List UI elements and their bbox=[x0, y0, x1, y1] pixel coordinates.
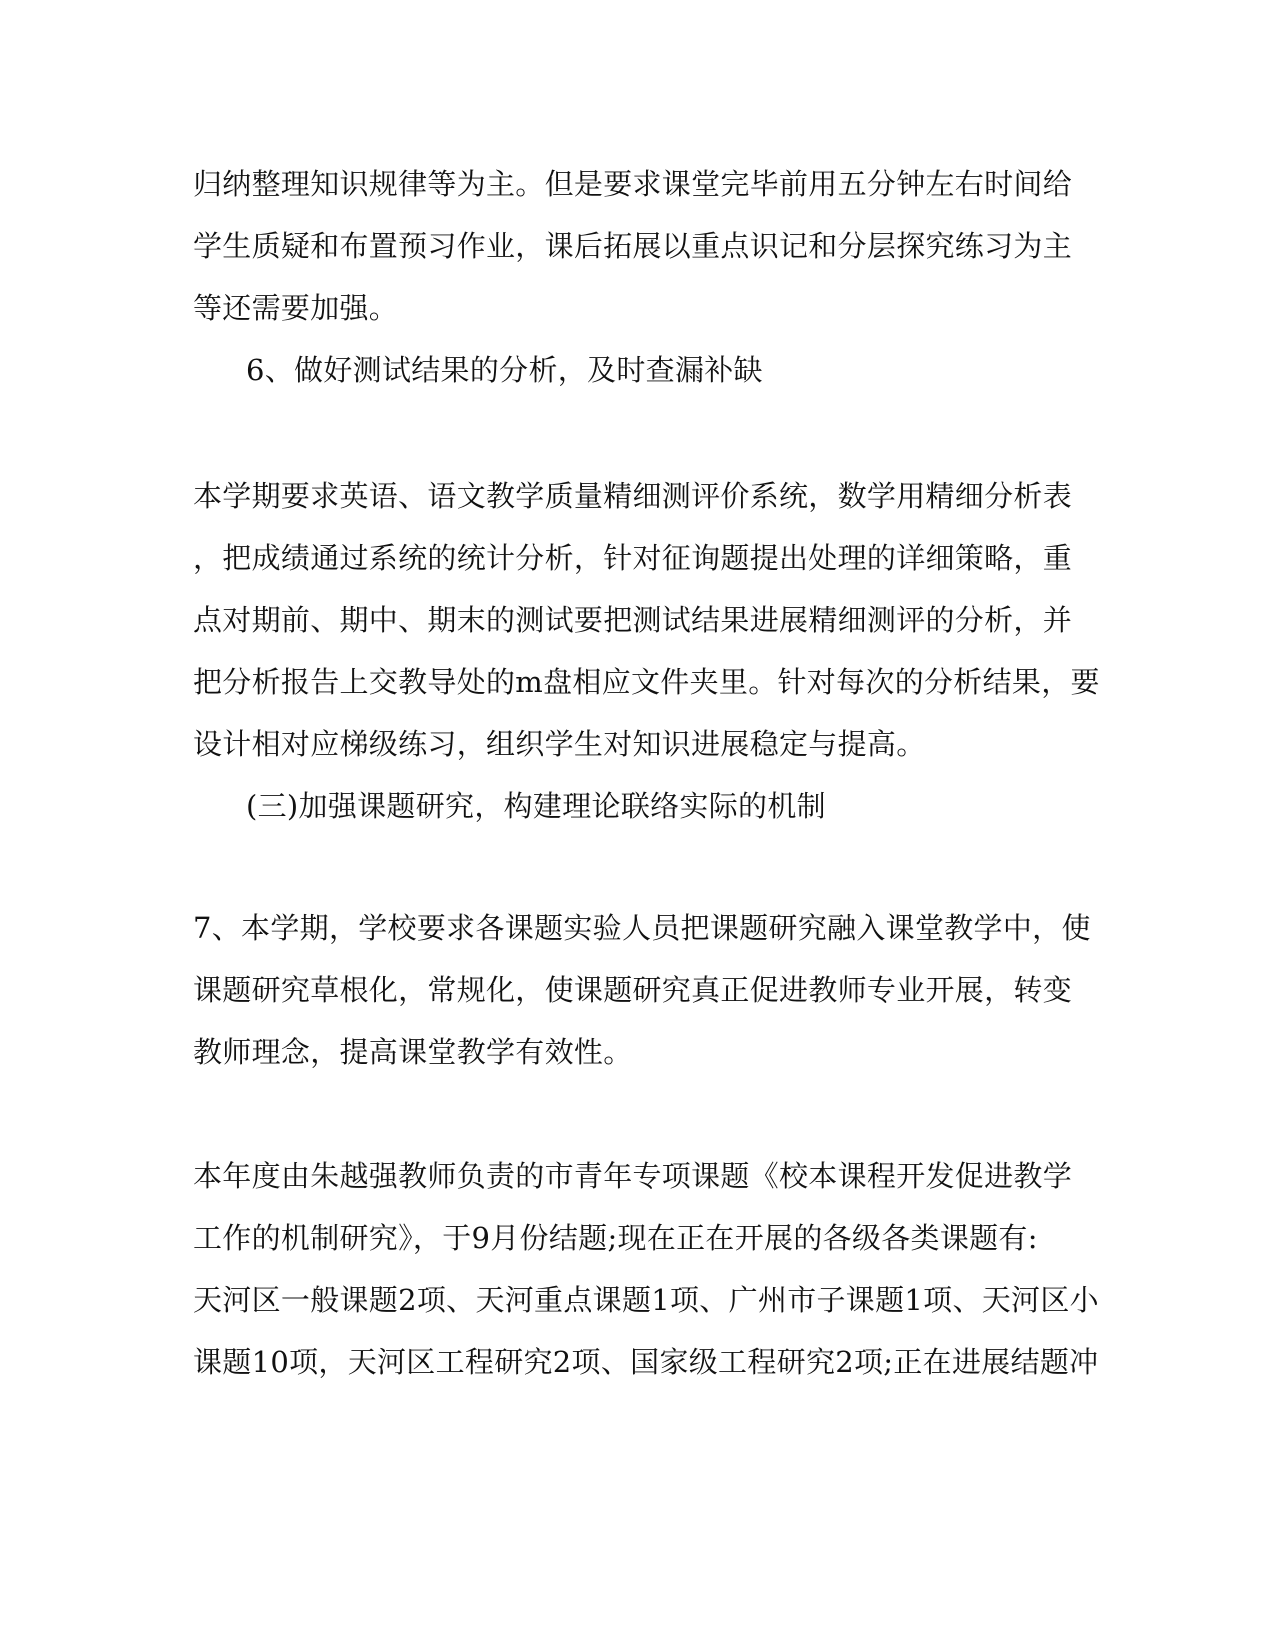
paragraph-line: 设计相对应梯级练习，组织学生对知识进展稳定与提高。 bbox=[193, 727, 926, 761]
paragraph-line: 把分析报告上交教导处的m盘相应文件夹里。针对每次的分析结果，要 bbox=[193, 665, 1100, 699]
section-heading: (三)加强课题研究，构建理论联络实际的机制 bbox=[246, 789, 826, 823]
paragraph-line: 7、本学期，学校要求各课题实验人员把课题研究融入课堂教学中，使 bbox=[193, 911, 1091, 945]
paragraph-line: 归纳整理知识规律等为主。但是要求课堂完毕前用五分钟左右时间给 bbox=[193, 167, 1073, 201]
paragraph-line: ，把成绩通过系统的统计分析，针对征询题提出处理的详细策略，重 bbox=[193, 541, 1073, 575]
paragraph-line: 教师理念，提高课堂教学有效性。 bbox=[193, 1035, 633, 1069]
section-heading: 6、做好测试结果的分析，及时查漏补缺 bbox=[246, 353, 763, 387]
paragraph-line: 天河区一般课题2项、天河重点课题1项、广州市子课题1项、天河区小 bbox=[193, 1283, 1099, 1317]
paragraph-line: 课题10项，天河区工程研究2项、国家级工程研究2项;正在进展结题冲 bbox=[193, 1345, 1099, 1379]
paragraph-line: 学生质疑和布置预习作业，课后拓展以重点识记和分层探究练习为主 bbox=[193, 229, 1073, 263]
paragraph-line: 本年度由朱越强教师负责的市青年专项课题《校本课程开发促进教学 bbox=[193, 1159, 1073, 1193]
paragraph-line: 工作的机制研究》，于9月份结题;现在正在开展的各级各类课题有: bbox=[193, 1221, 1038, 1255]
paragraph-line: 点对期前、期中、期末的测试要把测试结果进展精细测评的分析，并 bbox=[193, 603, 1073, 637]
paragraph-line: 本学期要求英语、语文教学质量精细测评价系统，数学用精细分析表 bbox=[193, 479, 1073, 513]
paragraph-line: 课题研究草根化，常规化，使课题研究真正促进教师专业开展，转变 bbox=[193, 973, 1073, 1007]
paragraph-line: 等还需要加强。 bbox=[193, 291, 399, 325]
